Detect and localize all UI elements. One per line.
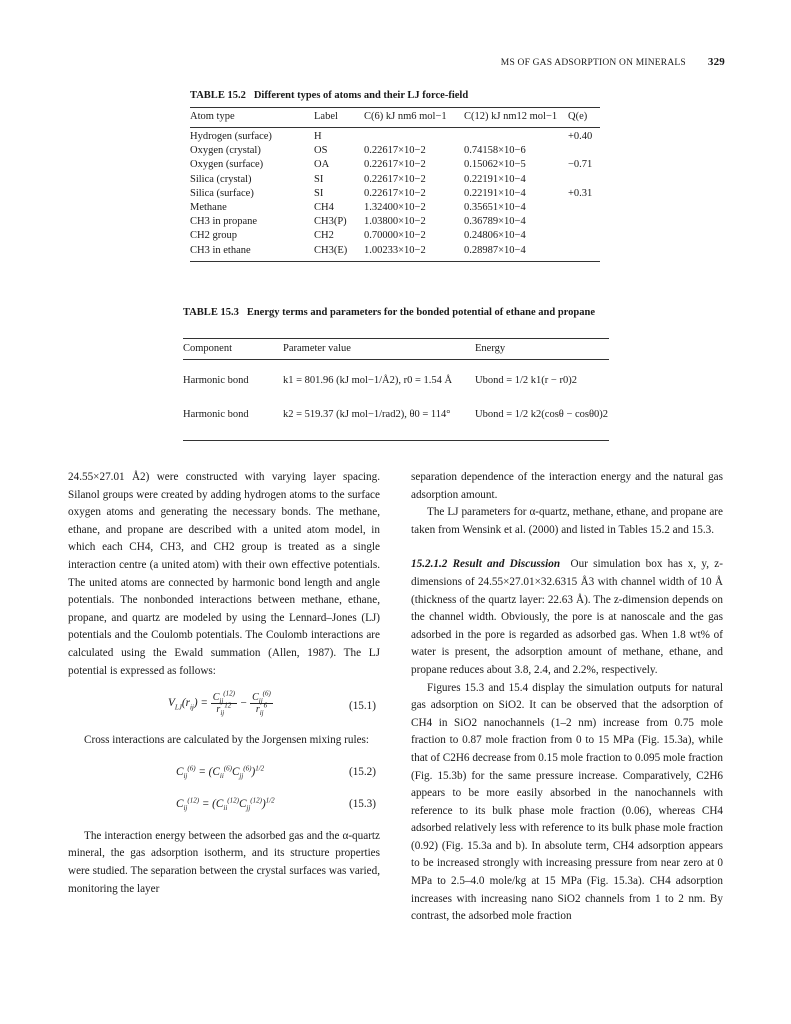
col-header-energy: Energy — [475, 343, 506, 354]
cell-atom-type: Silica (surface) — [190, 187, 254, 199]
table-header-row — [190, 110, 600, 124]
cell-c12-value: 0.36789×10−4 — [464, 216, 526, 228]
table-label: TABLE 15.3 — [183, 307, 239, 318]
col-header-c6: C(6) kJ nm6 mol−1 — [364, 111, 447, 122]
cell-c6-value: 1.00233×10−2 — [364, 244, 426, 256]
cell-c12-value: 0.28987×10−4 — [464, 244, 526, 256]
cell-label: CH4 — [314, 201, 334, 213]
running-header — [501, 56, 725, 68]
cell-label: OS — [314, 145, 328, 157]
table-title: Energy terms and parameters for the bonded potential of ethane and propane — [246, 307, 595, 318]
cell-c12-value: 0.22191×10−4 — [464, 187, 526, 199]
cell-c6-value: 1.32400×10−2 — [364, 201, 426, 213]
cell-c12-value: 0.22191×10−4 — [464, 173, 526, 185]
cell-c6-value: 0.22617×10−2 — [364, 187, 426, 199]
table-row — [183, 374, 609, 408]
table-15-2-body — [190, 130, 600, 258]
table-header-rule — [190, 127, 600, 128]
cell-label: SI — [314, 187, 324, 199]
cell-label: CH3(P) — [314, 216, 347, 228]
left-column — [68, 469, 380, 898]
table-15-3-header — [183, 342, 609, 356]
col-header-atom-type: Atom type — [190, 111, 235, 122]
right-column — [411, 469, 723, 926]
cell-energy: Ubond = 1/2 k1(r − r0)2 — [475, 375, 577, 386]
col-header-component: Component — [183, 343, 232, 354]
cell-component: Harmonic bond — [183, 375, 249, 386]
cell-atom-type: CH3 in propane — [190, 216, 258, 228]
equation-15-3: $C_{ij}^{(12)} = (C_{ii}^{(12)}C_{jj}^{(12)})^{1/2}$ (15.3) — [176, 795, 376, 812]
table-15-2-header — [190, 110, 600, 124]
cell-parameter-value: k1 = 801.96 (kJ mol−1/Å2), r0 = 1.54 Å — [283, 375, 453, 386]
table-row — [190, 244, 600, 258]
cell-atom-type: Hydrogen (surface) — [190, 131, 272, 142]
col-header-charge: Q(e) — [568, 111, 588, 122]
cell-c12-value: 0.24806×10−4 — [464, 230, 526, 242]
table-15-3-body — [183, 374, 609, 442]
table-title: Different types of atoms and their LJ force-field — [253, 90, 469, 101]
body-paragraph: Figures 15.3 and 15.4 display the simulation outputs for natural gas adsorption on SiO2. It can be observed that the adsorption of CH4 in SiO2 nanochannels (1–2 nm) increase from 0.75 mole fraction to 0.87 mole fraction from 0 to 15 MPa (Fig. 15.3a), while that of C2H6 decrease from 0.15 mole fraction to 0.095 mole fraction (Fig. 15.3b) for the same pressure increase. Comparatively, C2H6 appears to be more easily absorbed in the nanochannels with reference to its bulk phase mole fraction (0.06), whereas CH4 adsorbed relatively less with reference to its bulk phase mole fraction (0.92) (Fig. 15.3a and b). In absolute term, CH4 adsorption appears to be increased strongly with increasing pressure from near zero at 0 MPa to 2.5–4.0 mole/kg at 15 MPa (Fig. 15.3a). CH4 adsorption increases with increasing nano SiO2 channels from 1 to 2 nm. By contrast, the adsorbed mole fraction — [411, 681, 723, 923]
cell-c12-value: 0.35651×10−4 — [464, 201, 526, 213]
table-row — [190, 144, 600, 158]
cell-energy: Ubond = 1/2 k2(cosθ − cosθ0)2 — [475, 409, 609, 420]
section-heading: 15.2.1.2 Result and Discussion — [411, 558, 561, 571]
body-paragraph: Cross interactions are calculated by the Jorgensen mixing rules: — [84, 734, 369, 747]
col-header-parameter: Parameter value — [283, 343, 351, 354]
table-15-2-caption — [190, 89, 468, 103]
col-header-label: Label — [314, 111, 338, 122]
cell-atom-type: Oxygen (surface) — [190, 159, 264, 171]
cell-c6-value: 0.70000×10−2 — [364, 230, 426, 242]
cell-atom-type: CH2 group — [190, 230, 237, 242]
equation-15-2: $C_{ij}^{(6)} = (C_{ii}^{(6)}C_{jj}^{(6)})^{1/2}$ (15.2) — [176, 763, 376, 780]
cell-c6-value: 0.22617×10−2 — [364, 145, 426, 157]
body-paragraph: 24.55×27.01 Å2) were constructed with varying layer spacing. Silanol groups were created by adding hydrogen atoms to the surface oxygen atoms and generating the necessary bonds. The methane, ethane, and propane are described with a united atom model, in which each CH4, CH3, and CH2 group is treated as a single interaction centre (a united atom) with their own effective potentials. The united atoms are connected by harmonic bond length and angle potentials. The nonbonded interactions between methane, ethane, propane, and quartz are modeled by using the Lennard–Jones (LJ) potentials and the Coulomb potentials. The Coulomb interactions are calculated using the Ewald summation (Allen, 1987). The LJ potential is expressed as follows: — [68, 471, 380, 677]
equation-number: (15.2) — [348, 765, 376, 778]
table-bottom-rule — [183, 440, 609, 441]
body-paragraph: The interaction energy between the adsorbed gas and the α-quartz mineral, the gas adsorption isotherm, and its structure properties were studied. The separation between the crystal surfaces was varied, monitoring the layer — [68, 829, 380, 895]
cell-atom-type: Methane — [190, 201, 227, 213]
table-row — [190, 215, 600, 229]
page-number: 329 — [707, 56, 725, 68]
table-bottom-rule — [190, 261, 600, 262]
running-title: MS OF GAS ADSORPTION ON MINERALS — [500, 58, 686, 68]
cell-parameter-value: k2 = 519.37 (kJ mol−1/rad2), θ0 = 114° — [283, 409, 451, 420]
table-label: TABLE 15.2 — [190, 90, 246, 101]
table-15-3-caption — [183, 306, 603, 320]
cell-atom-type: Oxygen (crystal) — [190, 145, 261, 157]
table-row — [190, 187, 600, 201]
cell-label: SI — [314, 173, 324, 185]
table-row — [190, 158, 600, 172]
cell-c12-value: 0.74158×10−6 — [464, 145, 526, 157]
equation-15-1: $V_{LJ}(r_{ij})$ = $\frac{C_{ij}^{(12)}}{r_{ij}^{12}}$ − $\frac{C_{ij}^{(6)}}{r_{ij}^6}$ (15.1) — [168, 689, 376, 718]
table-row — [190, 229, 600, 243]
table-header-rule — [183, 359, 609, 360]
col-header-c12: C(12) kJ nm12 mol−1 — [464, 111, 558, 122]
cell-charge: +0.40 — [568, 131, 593, 142]
cell-atom-type: Silica (crystal) — [190, 173, 252, 185]
cell-c6-value: 0.22617×10−2 — [364, 173, 426, 185]
equation-number: (15.1) — [348, 700, 376, 713]
cell-charge: +0.31 — [568, 187, 593, 199]
cell-c12-value: 0.15062×10−5 — [464, 159, 526, 171]
cell-label: CH2 — [314, 230, 334, 242]
cell-atom-type: CH3 in ethane — [190, 244, 251, 256]
cell-label: CH3(E) — [314, 244, 348, 256]
equation-number: (15.3) — [348, 797, 376, 810]
table-row — [183, 408, 609, 442]
table-top-rule — [190, 107, 600, 108]
body-paragraph: The LJ parameters for α-quartz, methane, ethane, and propane are taken from Wensink et al. (2000) and listed in Tables 15.2 and 15.3. — [411, 506, 723, 536]
table-header-row — [183, 342, 609, 356]
section-text: Our simulation box has x, y, z-dimensions of 24.55×27.01×32.6315 Å3 with channel width of 10 Å (thickness of the quartz layer: 22.63 Å). The z-dimension depends on the channel width. Obviously, the pore is at nanoscale and the gas adsorbed in the pore is regarded as adsorbed gas. When 1.8 wt% of water is present, the adsorption amount of methane, ethane, and propane reduces about 3.8, 2.4, and 2.2%, respectively. — [411, 558, 724, 676]
cell-c6-value: 1.03800×10−2 — [364, 216, 426, 228]
body-paragraph: separation dependence of the interaction energy and the natural gas adsorption amount. — [411, 471, 723, 501]
cell-label: OA — [314, 159, 330, 171]
table-row — [190, 173, 600, 187]
body-paragraph — [411, 556, 723, 679]
cell-component: Harmonic bond — [183, 409, 249, 420]
table-top-rule — [183, 338, 609, 339]
table-row — [190, 201, 600, 215]
cell-c6-value: 0.22617×10−2 — [364, 159, 426, 171]
cell-label: H — [314, 131, 322, 142]
table-row — [190, 130, 600, 144]
cell-charge: −0.71 — [568, 159, 593, 171]
